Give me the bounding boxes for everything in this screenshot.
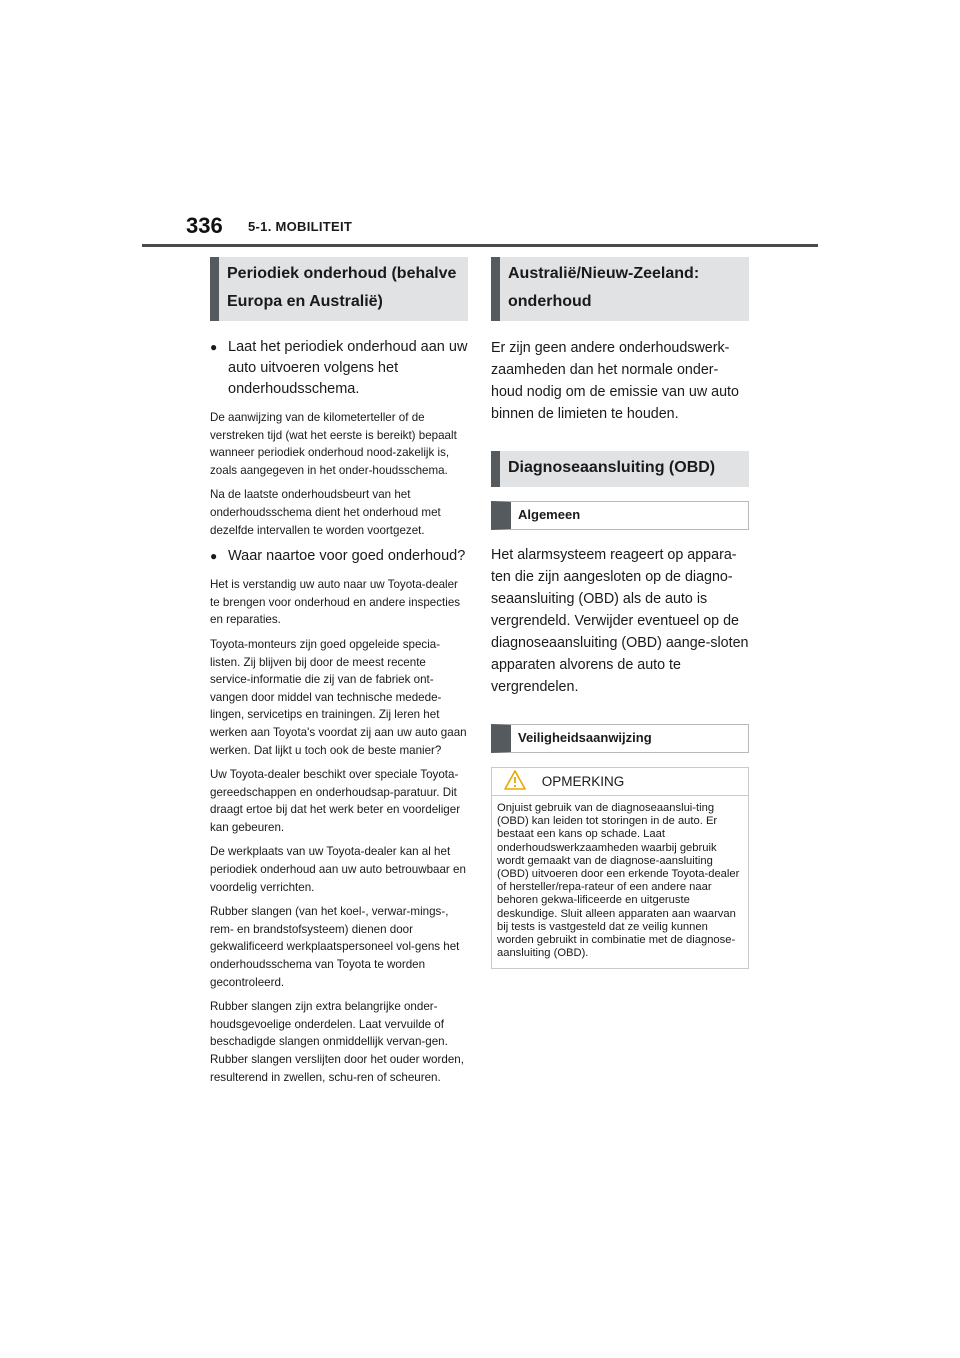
right-column (491, 257, 749, 969)
notice-title-row (492, 768, 748, 796)
paragraph: De werkplaats van uw Toyota-dealer kan al het periodiek onderhoud aan uw auto betrouwbaar en voordelig verrichten. (210, 845, 466, 894)
paragraph: Rubber slangen (van het koel-, verwar-mings-, rem- en brandstofsysteem) dienen door gekwalificeerd werkplaatspersoneel vol-gens het onderhoudsschema van Toyota te worden gecontroleerd. (210, 905, 460, 989)
section-heading-periodiek-onderhoud: Periodiek onderhoud (behalve Europa en Australië) (210, 257, 468, 321)
header-divider (142, 244, 818, 247)
paragraph: Er zijn geen andere onderhoudswerk-zaamheden dan het normale onder-houd nodig om de emissie van uw auto binnen de limieten te houden. (491, 340, 739, 422)
bullet-item: ● Waar naartoe voor goed onderhoud? (210, 546, 468, 567)
paragraph: Het alarmsysteem reageert op appara-ten die zijn aangesloten op de diagno-seaansluiting (OBD) als de auto is vergrendeld. Verwijder eventueel op de diagnoseaansluiting (OBD) aange-sloten apparaten alvorens de auto te vergrendelen. (491, 547, 749, 695)
paragraph: De aanwijzing van de kilometerteller of de verstreken tijd (wat het eerste is bereikt) bepaalt wanneer periodiek onderhoud nood-zakelijk is, zoals aangegeven in het onder-houdsschema. (210, 411, 457, 477)
notice-box (491, 767, 749, 969)
paragraph: Toyota-monteurs zijn goed opgeleide specia-listen. Zij blijven bij door de meest recente service-informatie die zij van de fabriek ont-vangen door middel van technische medede-lingen, servicetips en trainingen. Zij leren het werken aan Toyota's voordat zij aan uw auto gaan werken. Dat lijkt u toch ook de beste manier? (210, 637, 467, 757)
paragraph: Rubber slangen zijn extra belangrijke onder-houdsgevoelige onderdelen. Laat vervuilde of beschadigde slangen onmiddellijk vervan-gen. Rubber slangen verslijten door het ouder worden, resulterend in zwellen, schu-ren of scheuren. (210, 1000, 464, 1084)
subheading-veiligheidsaanwijzing: Veiligheidsaanwijzing (491, 724, 749, 753)
left-column (210, 257, 468, 1093)
paragraph: Uw Toyota-dealer beschikt over speciale Toyota-gereedschappen en onderhoudsap-paratuur. Dit draagt ertoe bij dat het werk beter en voordeliger kan gebeuren. (210, 768, 461, 834)
paragraph: Het is verstandig uw auto naar uw Toyota-dealer te brengen voor onderhoud en andere inspecties en reparaties. (210, 578, 461, 627)
warning-triangle-icon (504, 770, 526, 790)
notice-text: Onjuist gebruik van de diagnoseaanslui-ting (OBD) kan leiden tot storingen in de auto. Er bestaat een kans op schade. Laat onderhoudswerkzaamheden waarbij gebruik wordt gemaakt van de diagnose-aansluiting (OBD) uitvoeren door een erkende Toyota-dealer of hersteller/repa-rateur of een andere naar behoren gekwa-lificeerde en uitgeruste deskundige. Sluit alleen apparaten aan waarvan bij tests is vastgesteld dat ze veilig kunnen worden gebruikt in combinatie met de diagnose-aansluiting (OBD). (497, 802, 740, 960)
section-heading-diagnoseaansluiting: Diagnoseaansluiting (OBD) (491, 451, 749, 487)
chapter-title: 5-1. MOBILITEIT (248, 219, 353, 234)
paragraph: Na de laatste onderhoudsbeurt van het onderhoudsschema dient het onderhoud met dezelfde intervallen te worden voortgezet. (210, 488, 441, 537)
page-number: 336 (186, 213, 223, 238)
section-heading-australie-onderhoud: Australië/Nieuw-Zeeland: onderhoud (491, 257, 749, 321)
subheading-algemeen: Algemeen (491, 501, 749, 530)
notice-title: OPMERKING (541, 774, 625, 789)
bullet-item: ● Laat het periodiek onderhoud aan uw auto uitvoeren volgens het onderhoudsschema. (210, 337, 468, 400)
